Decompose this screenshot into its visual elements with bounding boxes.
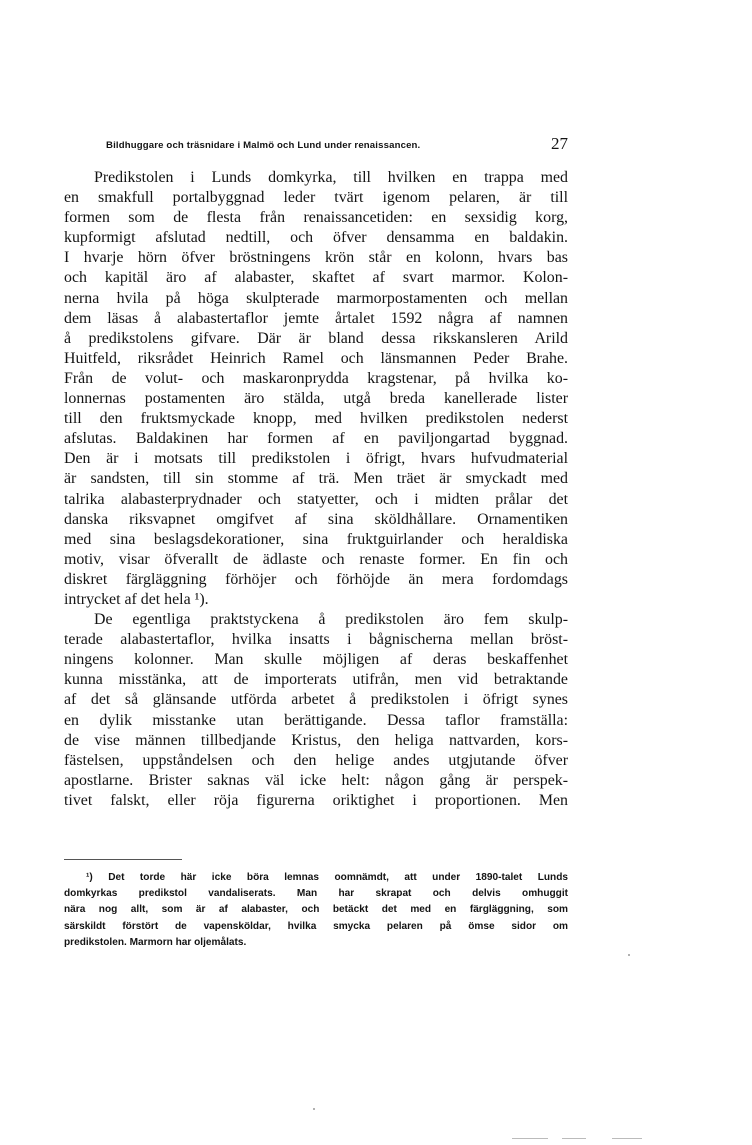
text-line: talrika alabasterprydnader och statyetter, och i midten prålar det — [64, 490, 568, 508]
text-line: Huitfeld, riksrådet Heinrich Ramel och länsmannen Peder Brahe. — [64, 349, 568, 367]
page-number: 27 — [551, 134, 568, 153]
scan-edge-mark — [612, 1138, 642, 1139]
text-line: lonnernas postamenten äro stälda, utgå breda kanellerade lister — [64, 390, 568, 408]
text-line: dem läsas å alabastertaflor jemte årtalet 1592 några af namnen — [64, 309, 568, 327]
text-line: apostlarne. Brister saknas väl icke helt: någon gång är perspek- — [64, 771, 568, 789]
text-line: terade alabastertaflor, hvilka insatts i bågnischerna mellan bröst- — [64, 631, 568, 649]
footnote-line: domkyrkas predikstol vandaliserats. Man har skrapat och delvis omhuggit — [64, 888, 568, 900]
text-line: kunna misstänka, att de importerats utifrån, men vid betraktande — [64, 671, 568, 689]
text-line: diskret färgläggning förhöjer och förhöjde än mera fordomdags — [64, 570, 568, 588]
text-line: nerna hvila på höga skulpterade marmorpostamenten och mellan — [64, 289, 568, 307]
scan-speck — [628, 954, 630, 956]
text-line: och kapitäl äro af alabaster, skaftet af svart marmor. Kolon- — [64, 269, 568, 287]
footnote — [64, 870, 568, 951]
text-line: intrycket af det hela ¹). — [64, 590, 209, 608]
scan-edge-mark — [512, 1138, 548, 1139]
text-line: ningens kolonner. Man skulle möjligen af deras beskaffenhet — [64, 651, 568, 669]
text-line: formen som de flesta från renaissancetiden: en sexsidig korg, — [64, 209, 568, 227]
text-line: med sina beslagsdekorationer, sina fruktguirlander och heraldiska — [64, 530, 568, 548]
text-line: är sandsten, till sin stomme af trä. Men träet är smyckadt med — [64, 470, 568, 488]
text-line: till den fruktsmyckade knopp, med hvilken predikstolen nederst — [64, 410, 568, 428]
footnote-line: predikstolen. Marmorn har oljemålats. — [64, 936, 247, 948]
footnote-divider — [64, 859, 182, 860]
text-line: å predikstolens gifvare. Där är bland dessa rikskansleren Arild — [64, 329, 568, 347]
text-line: Den är i motsats till predikstolen i öfrigt, hvars hufvudmaterial — [64, 450, 568, 468]
text-line: De egentliga praktstyckena å predikstolen äro fem skulp- — [94, 611, 568, 629]
footnote-line: nära nog allt, som är af alabaster, och betäckt det med en färgläggning, som — [64, 904, 568, 916]
scan-edge-mark — [562, 1138, 586, 1139]
text-line: kupformigt afslutad nedtill, och öfver densamma en baldakin. — [64, 229, 568, 247]
running-title: Bildhuggare och träsnidare i Malmö och Lund under renaissancen. — [106, 140, 421, 151]
text-line: af det så glänsande utförda arbetet å predikstolen i öfrigt synes — [64, 691, 568, 709]
text-line: en smakfull portalbyggnad leder tvärt igenom pelaren, är till — [64, 189, 568, 207]
footnote-line: ¹) Det torde här icke böra lemnas oomnämdt, att under 1890-talet Lunds — [86, 872, 568, 883]
text-line: en dylik misstanke utan berättigande. Dessa taflor framställa: — [64, 711, 568, 729]
text-line: fästelsen, uppståndelsen och den helige andes utgjutande öfver — [64, 751, 568, 769]
main-text — [64, 168, 568, 811]
text-line: tivet falskt, eller röja figurerna oriktighet i proportionen. Men — [64, 791, 568, 809]
text-line: Predikstolen i Lunds domkyrka, till hvilken en trappa med — [94, 169, 568, 186]
page-header — [106, 134, 568, 156]
text-line: danska riksvapnet omgifvet af sina sköldhållare. Ornamentiken — [64, 510, 568, 528]
text-line: Från de volut- och maskaronprydda kragstenar, på hvilka ko- — [64, 369, 568, 387]
text-line: de vise männen tillbedjande Kristus, den heliga nattvarden, kors- — [64, 731, 568, 749]
text-line: I hvarje hörn öfver bröstningens krön står en kolonn, hvars bas — [64, 249, 568, 267]
scan-speck — [313, 1108, 315, 1110]
text-line: motiv, visar öfverallt de ädlaste och renaste former. En fin och — [64, 550, 568, 568]
footnote-line: särskildt förstört de vapensköldar, hvilka smycka pelaren på ömse sidor om — [64, 920, 568, 932]
text-line: afslutas. Baldakinen har formen af en paviljongartad byggnad. — [64, 430, 568, 448]
